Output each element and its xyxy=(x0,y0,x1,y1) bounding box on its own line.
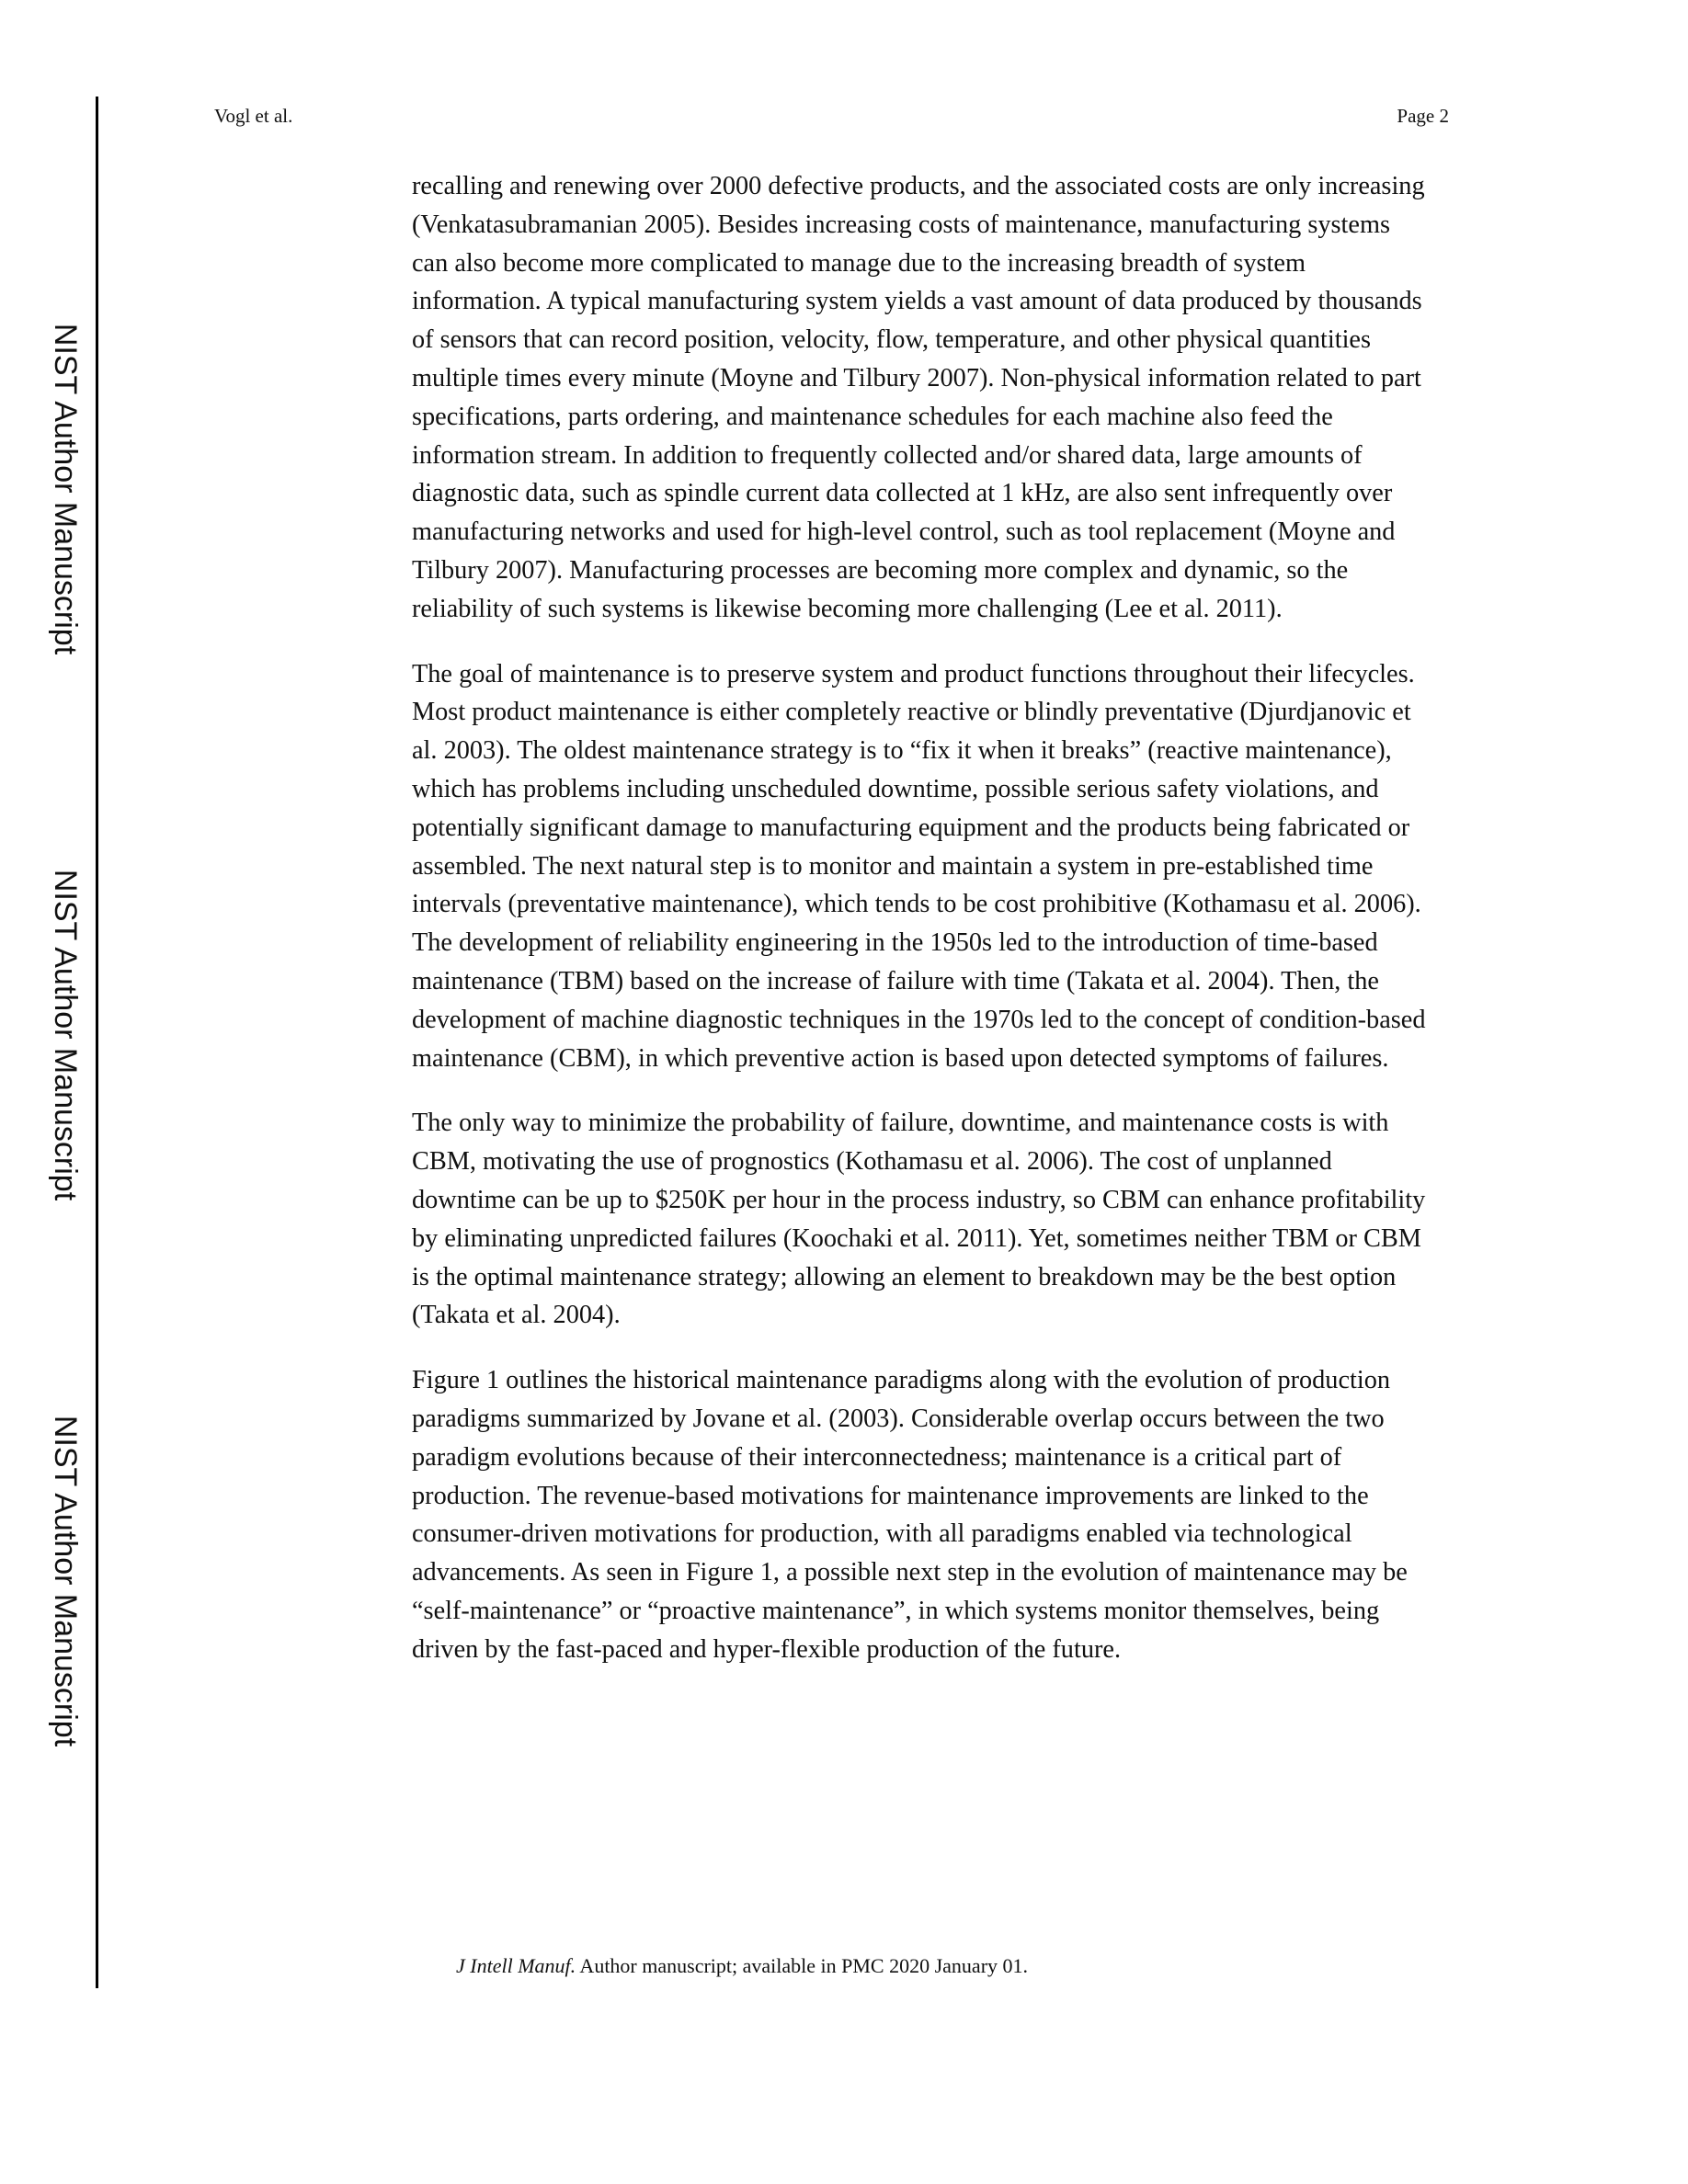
side-label-text: NIST Author Manuscript xyxy=(48,1415,83,1747)
page-number: Page 2 xyxy=(1397,105,1449,127)
journal-name: J Intell Manuf. xyxy=(456,1954,576,1977)
side-rule xyxy=(96,97,98,1988)
paragraph: Figure 1 outlines the historical maintenance paradigms along with the evolution of production paradigms summarized by Jovane et al. (2003). Considerable overlap occurs between the two paradigm evolutions because of their interconnectedness; maintenance is a critical part of production. The revenue-based motivations for maintenance improvements are linked to the consumer-driven motivations for production, with all paradigms enabled via technological advancements. As seen in Figure 1, a possible next step in the evolution of maintenance may be “self-maintenance” or “proactive maintenance”, in which systems monitor themselves, being driven by the fast-paced and hyper-flexible production of the future. xyxy=(412,1366,1408,1664)
paragraph: The goal of maintenance is to preserve system and product functions throughout their lifecycles. Most product maintenance is either completely reactive or blindly preventative (Djurdjanovic et al. 2003). The oldest maintenance strategy is to “fix it when it breaks” (reactive maintenance), which has problems including unscheduled downtime, possible serious safety violations, and potentially significant damage to manufacturing equipment and the products being fabricated or assembled. The next natural step is to monitor and maintain a system in pre-established time intervals (preventative maintenance), which tends to be cost prohibitive (Kothamasu et al. 2006). The development of reliability engineering in the 1950s led to the introduction of time-based maintenance (TBM) based on the increase of failure with time (Takata et al. 2004). Then, the development of machine diagnostic techniques in the 1970s led to the concept of condition-based maintenance (CBM), in which preventive action is based upon detected symptoms of failures. xyxy=(412,659,1426,1073)
side-label-text: NIST Author Manuscript xyxy=(48,869,83,1201)
footer xyxy=(456,1952,1028,1980)
paragraph: The only way to minimize the probability of failure, downtime, and maintenance costs is with CBM, motivating the use of prognostics (Kothamasu et al. 2006). The cost of unplanned downtime can be up to $250K per hour in the process industry, so CBM can enhance profitability by eliminating unpredicted failures (Koochaki et al. 2011). Yet, sometimes neither TBM or CBM is the optimal maintenance strategy; allowing an element to breakdown may be the best option (Takata et al. 2004). xyxy=(412,1109,1426,1330)
paragraph: recalling and renewing over 2000 defective products, and the associated costs are only increasing (Venkatasubramanian 2005). Besides increasing costs of maintenance, manufacturing systems can also become more complicated to manage due to the increasing breadth of system information. A typical manufacturing system yields a vast amount of data produced by thousands of sensors that can record position, velocity, flow, temperature, and other physical quantities multiple times every minute (Moyne and Tilbury 2007). Non-physical information related to part specifications, parts ordering, and maintenance schedules for each machine also feed the information stream. In addition to frequently collected and/or shared data, large amounts of diagnostic data, such as spindle current data collected at 1 kHz, are also sent infrequently over manufacturing networks and used for high-level control, such as tool replacement (Moyne and Tilbury 2007). Manufacturing processes are becoming more complex and dynamic, so the reliability of such systems is likewise becoming more challenging (Lee et al. 2011). xyxy=(412,172,1425,623)
footer-note: Author manuscript; available in PMC 2020 January 01. xyxy=(576,1954,1029,1977)
side-label-text: NIST Author Manuscript xyxy=(48,323,83,655)
running-head-author: Vogl et al. xyxy=(214,105,293,127)
body-text xyxy=(412,167,1432,1695)
